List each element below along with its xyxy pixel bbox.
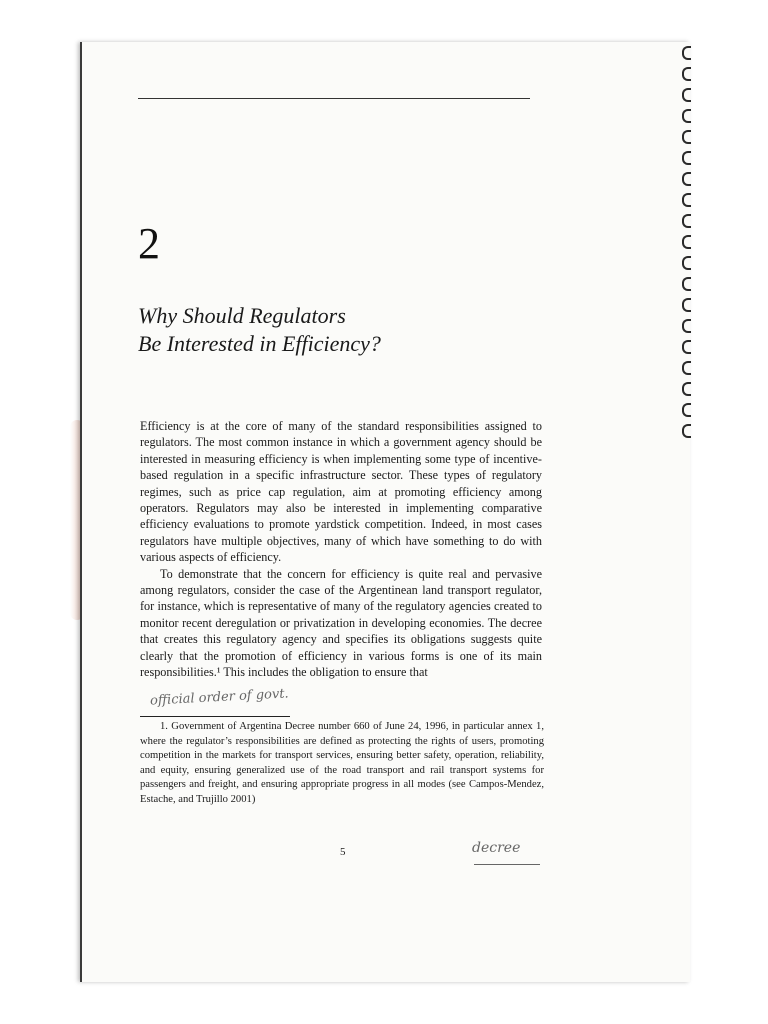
spiral-ring xyxy=(682,319,691,333)
spiral-ring xyxy=(682,88,691,102)
spiral-ring xyxy=(682,46,691,60)
chapter-title-line-2: Be Interested in Efficiency? xyxy=(138,331,381,356)
spiral-ring xyxy=(682,172,691,186)
spiral-ring xyxy=(682,424,691,438)
spiral-ring xyxy=(682,298,691,312)
footnote-rule xyxy=(140,716,290,717)
page-number: 5 xyxy=(340,846,346,858)
paragraph-1: Efficiency is at the core of many of the standard responsibilities assigned to regulators. The most common instance in which a government agency should be interested in measuring efficiency is when implementing some type of incentive-based regulation in a specific infrastructure sector. These types of regulatory regimes, such as price cap regulation, aim at promoting efficiency among operators. Regulators may also be interested in implementing comparative efficiency evaluations to promote yardstick competition. Indeed, in most cases regulators have multiple objectives, many of which have something to do with various aspects of efficiency. xyxy=(140,419,542,565)
footnote xyxy=(140,720,544,808)
chapter-title-line-1: Why Should Regulators xyxy=(138,303,346,328)
top-rule xyxy=(138,98,530,99)
handwritten-underline xyxy=(474,864,540,865)
spiral-ring xyxy=(682,382,691,396)
spiral-ring xyxy=(682,340,691,354)
chapter-title xyxy=(138,302,518,358)
paragraph-2: To demonstrate that the concern for efficiency is quite real and pervasive among regulators, consider the case of the Argentinean land transport regulator, for instance, which is representative of many of the regulatory agencies created to monitor recent deregulation or privatization in developing economies. The decree that creates this regulatory agency and specifies its obligations suggests quite clearly that the promotion of efficiency in various forms is one of its main responsibilities.¹ This includes the obligation to ensure that xyxy=(140,566,542,680)
spiral-ring xyxy=(682,361,691,375)
chapter-number: 2 xyxy=(138,219,160,268)
body-text xyxy=(140,418,542,681)
footnote-1: 1. Government of Argentina Decree number 660 of June 24, 1996, in particular annex 1, where the regulator’s responsibilities are defined as protecting the rights of users, promoting competition in the markets for transport services, ensuring better safety, operation, reliability, and equity, ensuring generalized use of the road transport and rail transport systems for passengers and freight, and ensuring appropriate progress in all modes (see Campos-Mendez, Estache, and Trujillo 2001) xyxy=(140,721,544,805)
spiral-ring xyxy=(682,109,691,123)
spiral-ring xyxy=(682,277,691,291)
handwritten-margin-note: official order of govt. xyxy=(149,686,290,709)
spiral-ring xyxy=(682,256,691,270)
spiral-ring xyxy=(682,235,691,249)
spiral-ring xyxy=(682,130,691,144)
spiral-ring xyxy=(682,67,691,81)
spiral-binding xyxy=(682,42,694,462)
handwritten-word: decree xyxy=(472,840,521,856)
spiral-ring xyxy=(682,403,691,417)
spiral-ring xyxy=(682,214,691,228)
spiral-ring xyxy=(682,151,691,165)
spiral-ring xyxy=(682,193,691,207)
